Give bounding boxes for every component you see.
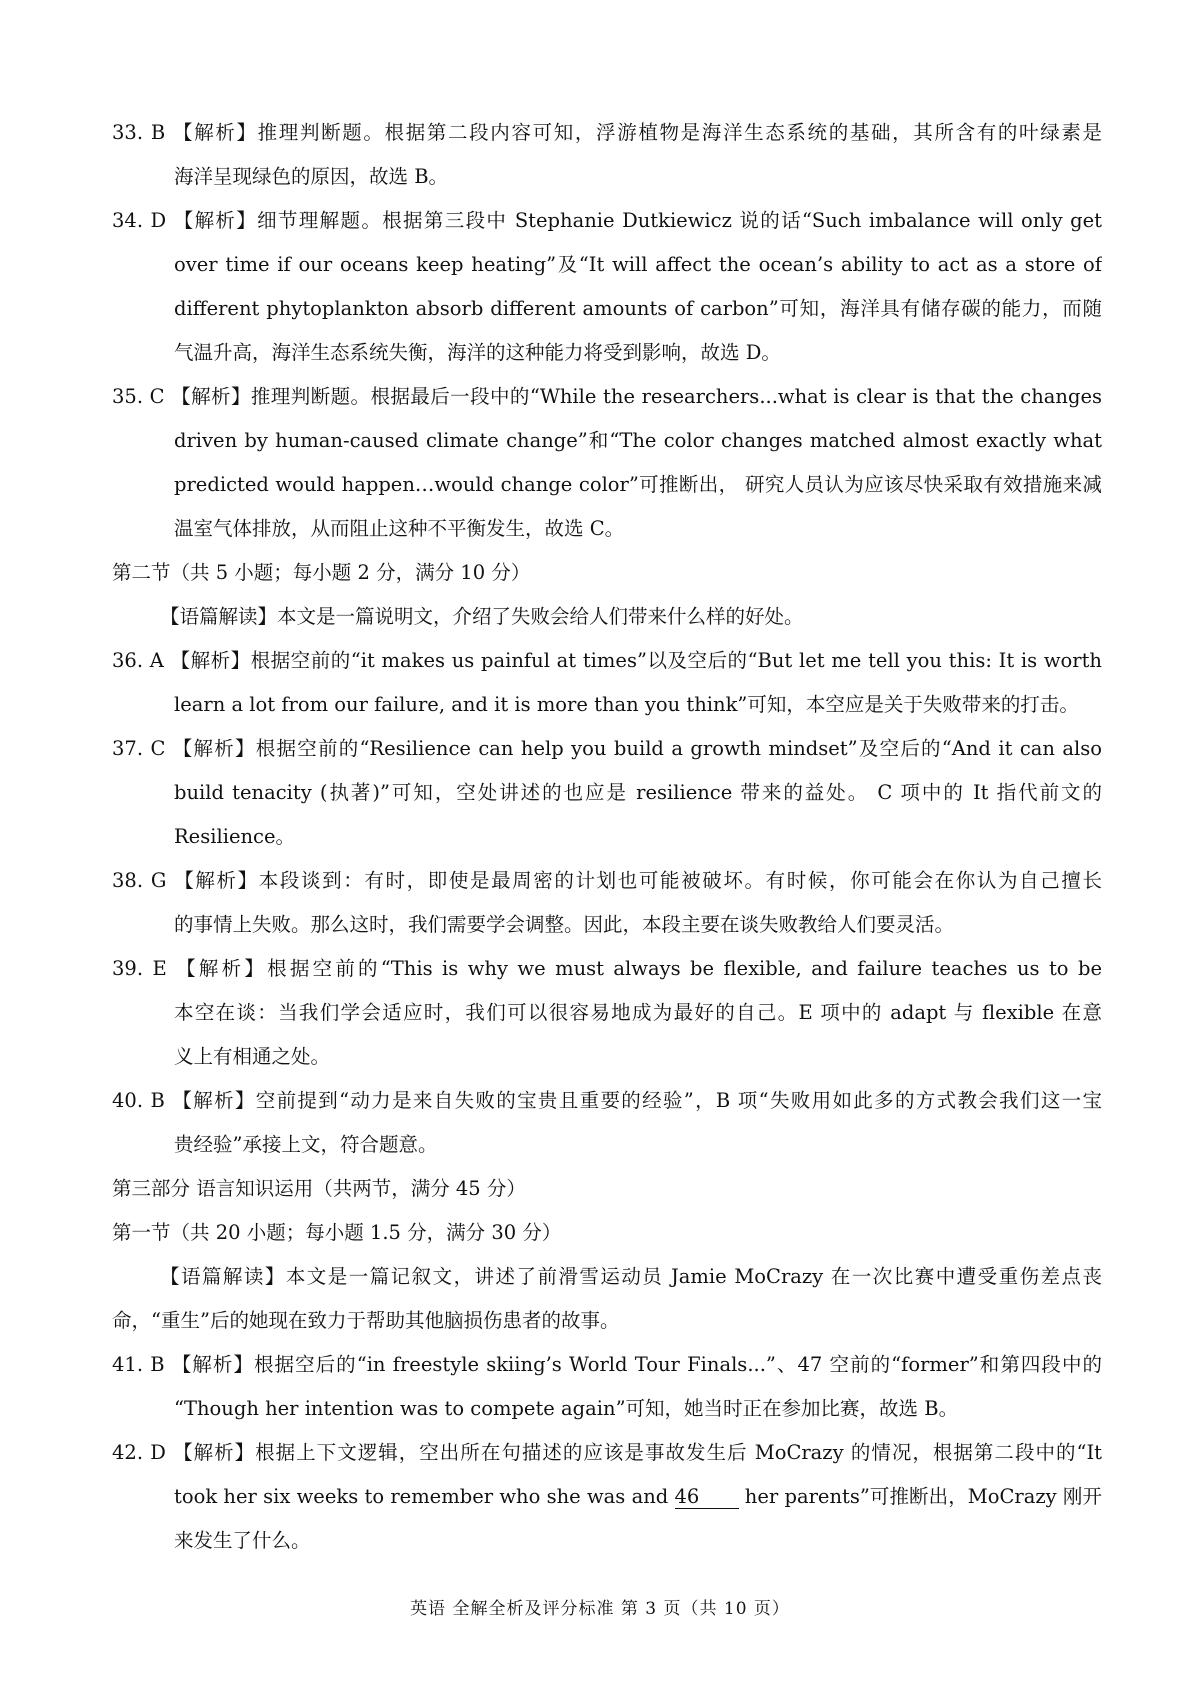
text-line: predicted would happen…would change color”可推断出， 研究人员认为应该尽快采取有效措施来减 [174, 473, 1102, 496]
text-line: 贵经验”承接上文，符合题意。 [174, 1133, 438, 1156]
text-line: driven by human-caused climate change”和“The color changes matched almost exactly what [174, 429, 1102, 452]
text-line: 39. E 【解析】根据空前的“This is why we must always be flexible, and failure teaches us to be [112, 957, 1102, 980]
text-line: 第二节（共 5 小题；每小题 2 分，满分 10 分） [112, 561, 531, 584]
text-line: 第一节（共 20 小题；每小题 1.5 分，满分 30 分） [112, 1221, 562, 1244]
text-line: 35. C 【解析】推理判断题。根据最后一段中的“While the researchers...what is clear is that the changes [112, 385, 1102, 408]
text-line: 第三部分 语言知识运用（共两节，满分 45 分） [112, 1177, 526, 1200]
text-line: 38. G 【解析】本段谈到：有时，即使是最周密的计划也可能被破坏。有时候，你可能会在你认为自己擅长 [112, 869, 1102, 892]
text-line: 【语篇解读】本文是一篇记叙文，讲述了前滑雪运动员 Jamie MoCrazy 在一次比赛中遭受重伤差点丧 [160, 1265, 1102, 1288]
text-line: 来发生了什么。 [174, 1529, 311, 1552]
text-line: 41. B 【解析】根据空后的“in freestyle skiing’s World Tour Finals...”、47 空前的“former”和第四段中的 [112, 1353, 1102, 1376]
answer-blank: 46 [675, 1486, 739, 1509]
text-line: 34. D 【解析】细节理解题。根据第三段中 Stephanie Dutkiewicz 说的话“Such imbalance will only get [112, 209, 1102, 232]
text-line: 36. A 【解析】根据空前的“it makes us painful at times”以及空后的“But let me tell you this: It is worth [112, 649, 1102, 672]
text-line: 温室气体排放，从而阻止这种不平衡发生，故选 C。 [174, 517, 625, 540]
text-line: 【语篇解读】本文是一篇说明文，介绍了失败会给人们带来什么样的好处。 [160, 605, 804, 628]
text-line: 42. D 【解析】根据上下文逻辑，空出所在句描述的应该是事故发生后 MoCrazy 的情况，根据第二段中的“It [112, 1441, 1102, 1464]
text-line: 33. B 【解析】推理判断题。根据第二段内容可知，浮游植物是海洋生态系统的基础，其所含有的叶绿素是 [112, 121, 1102, 144]
text-line: different phytoplankton absorb different amounts of carbon”可知，海洋具有储存碳的能力，而随 [174, 297, 1102, 320]
text-line: over time if our oceans keep heating”及“It will affect the ocean’s ability to act as a store of [174, 253, 1102, 276]
text-line: learn a lot from our failure, and it is more than you think”可知，本空应是关于失败带来的打击。 [174, 693, 1079, 716]
line-text-after-blank: her parents”可推断出，MoCrazy 刚开 [744, 1485, 1102, 1508]
page-footer: 英语 全解全析及评分标准 第 3 页（共 10 页） [410, 1599, 790, 1619]
text-line: 义上有相通之处。 [174, 1045, 331, 1068]
text-line: 40. B 【解析】空前提到“动力是来自失败的宝贵且重要的经验”，B 项“失败用如此多的方式教会我们这一宝 [112, 1089, 1102, 1112]
text-line: 本空在谈：当我们学会适应时，我们可以很容易地成为最好的自己。E 项中的 adapt 与 flexible 在意 [174, 1001, 1102, 1024]
line-text-before-blank: took her six weeks to remember who she was and [174, 1485, 675, 1508]
text-line: “Though her intention was to compete again”可知，她当时正在参加比赛，故选 B。 [174, 1397, 959, 1420]
text-line: 命，“重生”后的她现在致力于帮助其他脑损伤患者的故事。 [112, 1309, 620, 1332]
text-line: 海洋呈现绿色的原因，故选 B。 [174, 165, 449, 188]
text-line: 气温升高，海洋生态系统失衡，海洋的这种能力将受到影响，故选 D。 [174, 341, 781, 364]
text-line: Resilience。 [174, 825, 295, 848]
text-line: 的事情上失败。那么这时，我们需要学会调整。因此，本段主要在谈失败教给人们要灵活。 [174, 913, 955, 936]
text-line-with-blank [174, 1482, 1102, 1512]
text-line: 37. C 【解析】根据空前的“Resilience can help you build a growth mindset”及空后的“And it can also [112, 737, 1102, 760]
text-line: build tenacity (执著)”可知，空处讲述的也应是 resilience 带来的益处。 C 项中的 It 指代前文的 [174, 781, 1102, 804]
